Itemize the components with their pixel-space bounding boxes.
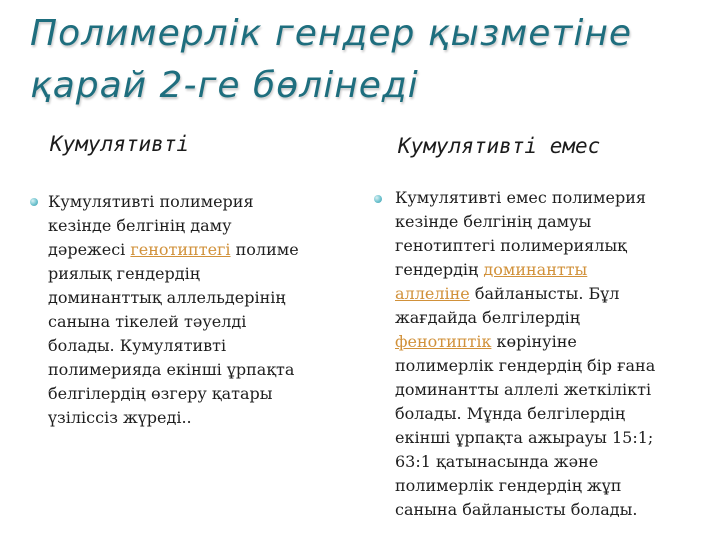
text-line (395, 498, 695, 522)
text-segment: полиме (230, 240, 299, 259)
dominant-link[interactable]: доминантты (483, 260, 588, 279)
text-segment: болады. Кумулятивті (48, 336, 227, 355)
text-line (48, 334, 338, 358)
text-line (395, 306, 695, 330)
text-line (48, 358, 338, 382)
text-segment: Кумулятивті емес полимерия (395, 188, 646, 207)
text-segment: кезінде белгінің дамуы (395, 212, 592, 231)
text-line (395, 378, 695, 402)
text-segment: дәрежесі (48, 240, 131, 259)
text-line (395, 426, 695, 450)
text-line (48, 190, 338, 214)
text-segment: көрінуіне (491, 332, 577, 351)
allele-link[interactable]: аллеліне (395, 284, 470, 303)
text-line (395, 402, 695, 426)
left-column-text (48, 190, 338, 430)
right-column-heading: Кумулятивті емес (398, 134, 601, 158)
text-line (48, 286, 338, 310)
text-segment: гендердің (395, 260, 484, 279)
text-segment: доминанттық аллельдерінің (48, 288, 286, 307)
text-segment: Кумулятивті полимерия (48, 192, 254, 211)
text-line (395, 258, 695, 282)
text-line (48, 238, 338, 262)
text-line (395, 234, 695, 258)
left-column-heading: Кумулятивті (50, 132, 190, 156)
text-line (395, 354, 695, 378)
text-line (395, 186, 695, 210)
text-segment: байланысты. Бұл (469, 284, 620, 303)
text-segment: полимерияда екінші ұрпақта (48, 360, 295, 379)
text-line (395, 210, 695, 234)
slide-title (30, 8, 710, 112)
genotype-link[interactable]: генотиптегі (130, 240, 231, 259)
text-line (395, 282, 695, 306)
text-line (48, 382, 338, 406)
bullet-icon-left (30, 198, 38, 206)
text-line (395, 474, 695, 498)
text-segment: санына байланысты болады. (395, 500, 638, 519)
text-line (48, 310, 338, 334)
text-segment: доминантты аллелі жеткілікті (395, 380, 652, 399)
text-line (48, 214, 338, 238)
text-line (395, 330, 695, 354)
text-segment: риялық гендердің (48, 264, 200, 283)
right-column-text (395, 186, 695, 522)
text-segment: полимерлік гендердің жұп (395, 476, 622, 495)
text-segment: белгілердің өзгеру қатары (48, 384, 273, 403)
text-line (48, 262, 338, 286)
text-segment: кезінде белгінің даму (48, 216, 232, 235)
text-segment: 63:1 қатынасында және (395, 452, 599, 471)
text-segment: жағдайда белгілердің (395, 308, 581, 327)
text-segment: болады. Мұнда белгілердің (395, 404, 626, 423)
text-segment: генотиптегі полимериялық (395, 236, 627, 255)
title-line-1: Полимерлік гендер қызметіне (30, 13, 633, 54)
text-segment: үзіліссіз жүреді.. (48, 408, 192, 427)
text-line (395, 450, 695, 474)
text-segment: полимерлік гендердің бір ғана (395, 356, 656, 375)
bullet-icon-right (374, 195, 382, 203)
text-segment: екінші ұрпақта ажырауы 15:1; (395, 428, 654, 447)
phenotypic-link[interactable]: фенотиптік (395, 332, 492, 351)
title-line-2: қарай 2-ге бөлінеді (30, 65, 419, 106)
text-line (48, 406, 338, 430)
text-segment: санына тікелей тәуелді (48, 312, 247, 331)
